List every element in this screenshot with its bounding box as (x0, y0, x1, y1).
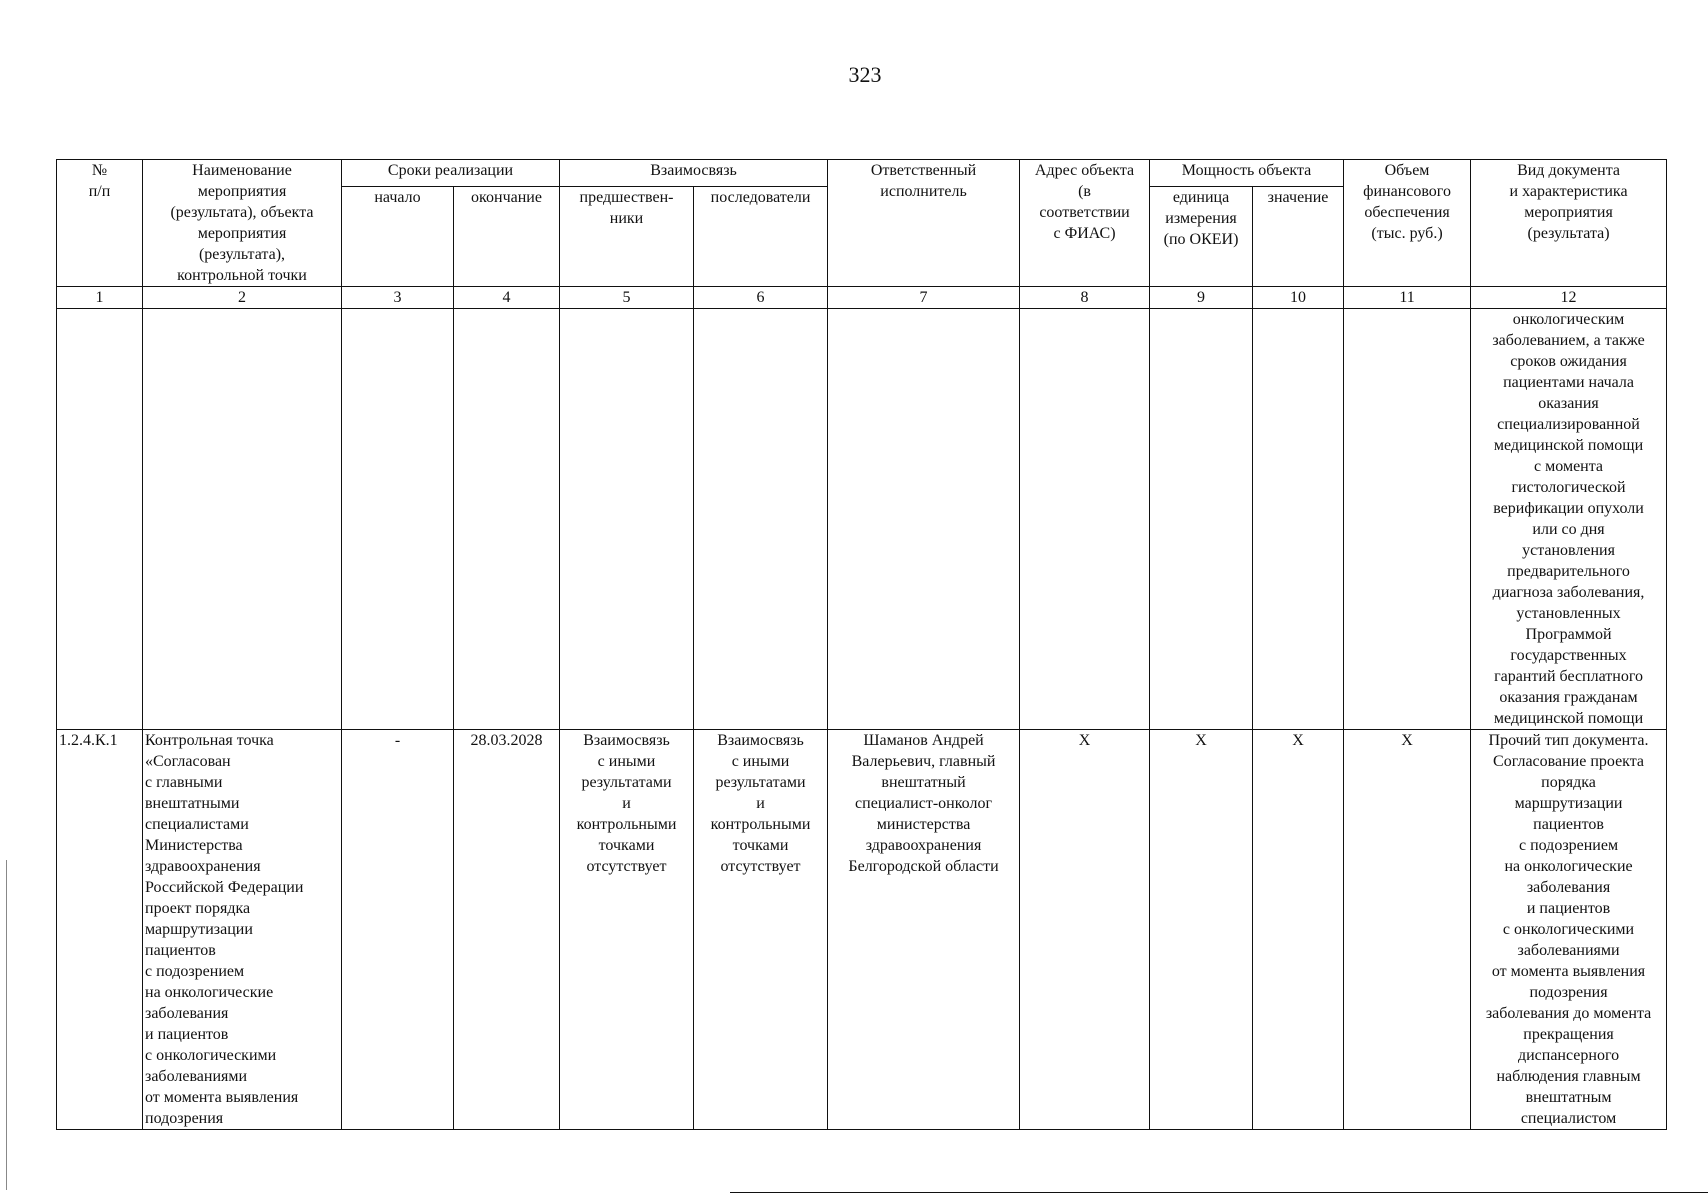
cell-value: X (1253, 730, 1344, 1130)
header-responsible: Ответственный исполнитель (828, 160, 1020, 287)
cell-document: Прочий тип документа. Согласование проекта порядка маршрутизации пациентов с подозрением на онкологические заболевания и пациентов с онкологическими заболеваниями от момента выявления подозрения заболевания до момента прекращения диспансерного наблюдения главным внештатным специалистом (1471, 730, 1667, 1130)
cell-document-continuation: онкологическим заболеванием, а также сроков ожидания пациентами начала оказания специализированной медицинской помощи с момента гистологической верификации опухоли или со дня установления предварительного диагноза заболевания, установленных Программой государственных гарантий бесплатного оказания гражданам медицинской помощи (1471, 309, 1667, 730)
column-number: 3 (342, 287, 454, 309)
cell-empty (694, 309, 828, 730)
header-document: Вид документа и характеристика мероприятия (результата) (1471, 160, 1667, 287)
cell-empty (143, 309, 342, 730)
header-successors: последователи (694, 186, 828, 286)
cell-empty (1253, 309, 1344, 730)
header-group-links: Взаимосвязь (560, 160, 828, 187)
header-name: Наименование мероприятия (результата), объекта мероприятия (результата), контрольной точки (143, 160, 342, 287)
column-number: 8 (1020, 287, 1150, 309)
cell-empty (342, 309, 454, 730)
column-number: 10 (1253, 287, 1344, 309)
column-number: 4 (454, 287, 560, 309)
header-group-capacity: Мощность объекта (1150, 160, 1344, 187)
table-row-checkpoint (57, 730, 1667, 1130)
table-row-continuation (57, 309, 1667, 730)
column-number: 2 (143, 287, 342, 309)
cell-checkpoint-name: Контрольная точка «Согласован с главными внештатными специалистами Министерства здравоохранения Российской Федерации проект порядка маршрутизации пациентов с подозрением на онкологические заболевания и пациентов с онкологическими заболеваниями от момента выявления подозрения (143, 730, 342, 1130)
header-group-terms: Сроки реализации (342, 160, 560, 187)
column-number: 6 (694, 287, 828, 309)
cell-empty (1344, 309, 1471, 730)
plan-table (56, 159, 1667, 1130)
cell-unit: X (1150, 730, 1253, 1130)
column-number: 12 (1471, 287, 1667, 309)
cell-empty (560, 309, 694, 730)
column-number: 7 (828, 287, 1020, 309)
column-number: 5 (560, 287, 694, 309)
header-value: значение (1253, 186, 1344, 286)
header-unit: единица измерения (по ОКЕИ) (1150, 186, 1253, 286)
cell-checkpoint-number: 1.2.4.К.1 (57, 730, 143, 1130)
cell-empty (454, 309, 560, 730)
cell-finance: X (1344, 730, 1471, 1130)
cell-empty (828, 309, 1020, 730)
cell-responsible: Шаманов Андрей Валерьевич, главный внештатный специалист-онколог министерства здравоохранения Белгородской области (828, 730, 1020, 1130)
cell-empty (57, 309, 143, 730)
cell-empty (1020, 309, 1150, 730)
cell-address: X (1020, 730, 1150, 1130)
header-start: начало (342, 186, 454, 286)
column-number: 1 (57, 287, 143, 309)
header-number: № п/п (57, 160, 143, 287)
header-end: окончание (454, 186, 560, 286)
cell-end-date: 28.03.2028 (454, 730, 560, 1130)
scan-margin-mark (6, 860, 7, 1190)
header-address: Адрес объекта (в соответствии с ФИАС) (1020, 160, 1150, 287)
column-number: 11 (1344, 287, 1471, 309)
header-predecessors: предшествен- ники (560, 186, 694, 286)
page-number: 323 (848, 62, 882, 87)
cell-predecessors: Взаимосвязь с иными результатами и контрольными точками отсутствует (560, 730, 694, 1130)
cell-successors: Взаимосвязь с иными результатами и контрольными точками отсутствует (694, 730, 828, 1130)
column-number: 9 (1150, 287, 1253, 309)
header-finance: Объем финансового обеспечения (тыс. руб.) (1344, 160, 1471, 287)
cell-start-date: - (342, 730, 454, 1130)
cell-empty (1150, 309, 1253, 730)
scan-edge-line (730, 1192, 1708, 1193)
